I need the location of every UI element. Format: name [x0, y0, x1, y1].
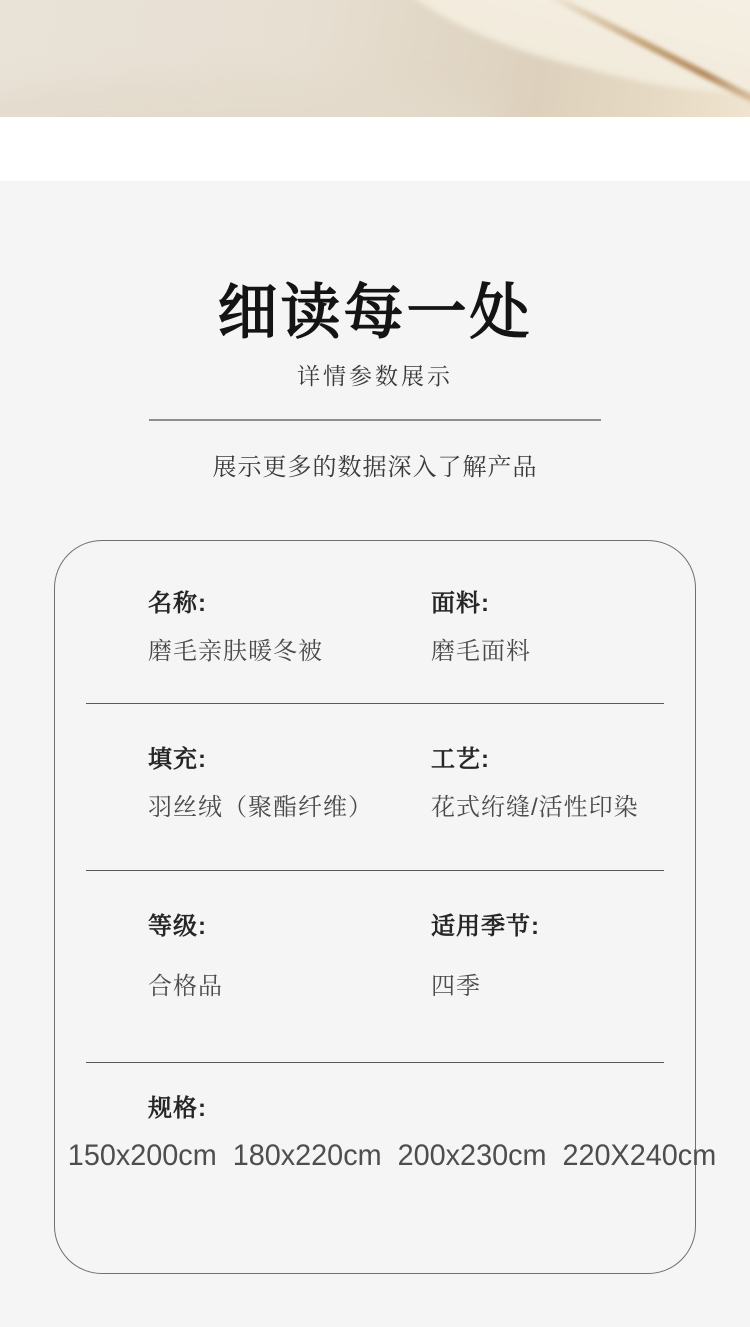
section-title: 细读每一处 — [217, 279, 533, 346]
spec-value-sizes: 150x200cm 180x220cm 200x230cm 220X240cm — [67, 1139, 717, 1172]
section-subtitle: 详情参数展示 — [297, 363, 453, 389]
spec-label-filling: 填充: — [148, 746, 207, 773]
spec-label-grade: 等级: — [148, 913, 207, 940]
subtitle-divider-line — [149, 419, 601, 421]
spec-label-sizes: 规格: — [148, 1095, 207, 1122]
spec-label-name: 名称: — [148, 590, 207, 617]
spec-value-craft: 花式绗缝/活性印染 — [431, 794, 639, 821]
spec-cell-name — [55, 592, 431, 703]
section-tagline: 展示更多的数据深入了解产品 — [212, 454, 538, 481]
spec-value-name: 磨毛亲肤暖冬被 — [148, 638, 323, 665]
spec-section — [0, 181, 750, 1327]
spec-label-craft: 工艺: — [431, 746, 490, 773]
spec-label-fabric: 面料: — [431, 590, 490, 617]
spec-value-season: 四季 — [431, 973, 481, 1000]
spec-row-grade-season — [55, 871, 695, 1062]
spec-row-name-fabric — [55, 541, 695, 703]
fabric-fold-shadow — [0, 77, 500, 117]
spec-value-filling: 羽丝绒（聚酯纤维） — [148, 794, 373, 821]
spec-cell-season — [431, 915, 695, 1062]
spec-cell-filling — [55, 748, 431, 870]
spec-value-fabric: 磨毛面料 — [431, 638, 531, 665]
spec-row-filling-craft — [55, 704, 695, 870]
spec-row-sizes — [55, 1063, 717, 1273]
spec-label-season: 适用季节: — [431, 913, 540, 940]
spec-cell-craft — [431, 748, 695, 870]
spec-panel — [54, 540, 717, 1274]
spec-cell-grade — [55, 915, 431, 1062]
fabric-photo-strip — [0, 0, 750, 117]
white-spacer-band — [0, 117, 750, 181]
spec-cell-fabric — [431, 592, 695, 703]
spec-value-grade: 合格品 — [148, 973, 223, 1000]
